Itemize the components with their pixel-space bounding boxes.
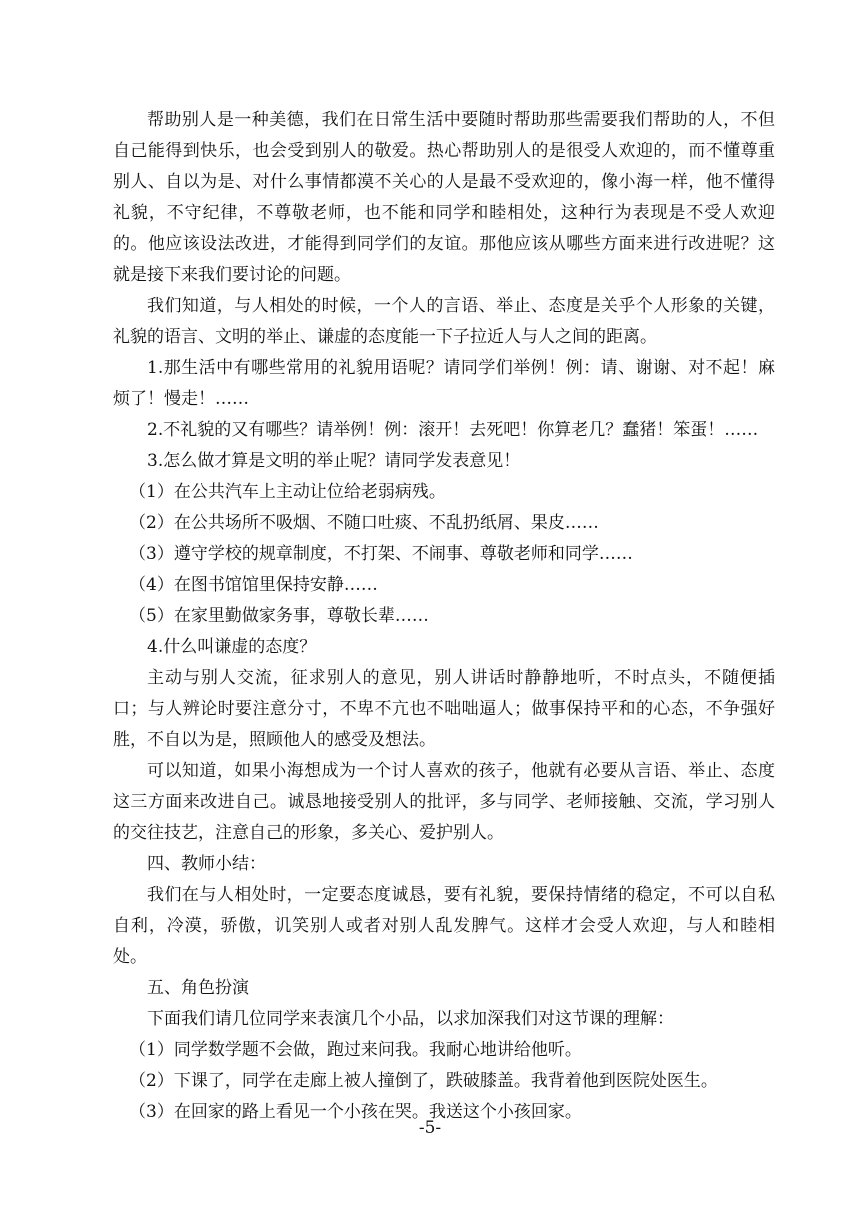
paragraph-conclusion: 可以知道，如果小海想成为一个讨人喜欢的孩子，他就有必要从言语、举止、态度这三方面来改进自己。诚恳地接受别人的批评，多与同学、老师接触、交流，学习别人的交往技艺，注意自己的形象，多关心、爱护别人。 [113, 761, 775, 843]
list-item: （3）遵守学校的规章制度，不打架、不闹事、尊敬老师和同学…… [129, 544, 633, 564]
list-item: （2）下课了，同学在走廊上被人撞倒了，跌破膝盖。我背着他到医院处医生。 [129, 1071, 718, 1091]
paragraph-roleplay-intro: 下面我们请几位同学来表演几个小品，以求加深我们对这节课的理解： [147, 1009, 674, 1029]
paragraph-summary: 我们在与人相处时，一定要态度诚恳，要有礼貌，要保持情绪的稳定，不可以自私自利，冷漠，骄傲，讥笑别人或者对别人乱发脾气。这样才会受人欢迎，与人和睦相处。 [113, 885, 775, 967]
list-item: （5）在家里勤做家务事，尊敬长辈…… [129, 606, 429, 626]
page-number: -5- [418, 1118, 442, 1138]
document-body [113, 105, 775, 1128]
question-3: 3.怎么做才算是文明的举止呢？请同学发表意见！ [147, 451, 521, 471]
section-heading-summary: 四、教师小结： [147, 854, 266, 874]
paragraph-humble: 主动与别人交流，征求别人的意见，别人讲话时静静地听，不时点头，不随便插口；与人辨论时要注意分寸，不卑不亢也不咄咄逼人；做事保持平和的心态，不争强好胜，不自以为是，照顾他人的感受及想法。 [113, 668, 775, 750]
question-1: 1.那生活中有哪些常用的礼貌用语呢？请同学们举例！例：请、谢谢、对不起！麻烦了！慢走！…… [113, 358, 775, 409]
list-item: （1）在公共汽车上主动让位给老弱病残。 [129, 482, 446, 502]
question-4: 4.什么叫谦虚的态度？ [147, 637, 317, 657]
question-2: 2.不礼貌的又有哪些？请举例！例：滚开！去死吧！你算老几？蠢猪！笨蛋！…… [147, 420, 759, 440]
list-item: （4）在图书馆馆里保持安静…… [129, 575, 378, 595]
list-item: （2）在公共场所不吸烟、不随口吐痰、不乱扔纸屑、果皮…… [129, 513, 599, 533]
section-heading-roleplay: 五、角色扮演 [147, 978, 249, 998]
list-item: （1）同学数学题不会做，跑过来问我。我耐心地讲给他听。 [129, 1040, 582, 1060]
paragraph-manners: 我们知道，与人相处的时候，一个人的言语、举止、态度是关乎个人形象的关键，礼貌的语言、文明的举止、谦虚的态度能一下子拉近人与人之间的距离。 [113, 296, 775, 347]
list-item: （3）在回家的路上看见一个小孩在哭。我送这个小孩回家。 [129, 1102, 582, 1122]
paragraph-intro: 帮助别人是一种美德，我们在日常生活中要随时帮助那些需要我们帮助的人，不但自己能得到快乐，也会受到别人的敬爱。热心帮助别人的是很受人欢迎的，而不懂尊重别人、自以为是、对什么事情都漠不关心的人是最不受欢迎的，像小海一样，他不懂得礼貌，不守纪律，不尊敬老师，也不能和同学和睦相处，这种行为表现是不受人欢迎的。他应该设法改进，才能得到同学们的友谊。那他应该从哪些方面来进行改进呢？这就是接下来我们要讨论的问题。 [113, 110, 775, 285]
